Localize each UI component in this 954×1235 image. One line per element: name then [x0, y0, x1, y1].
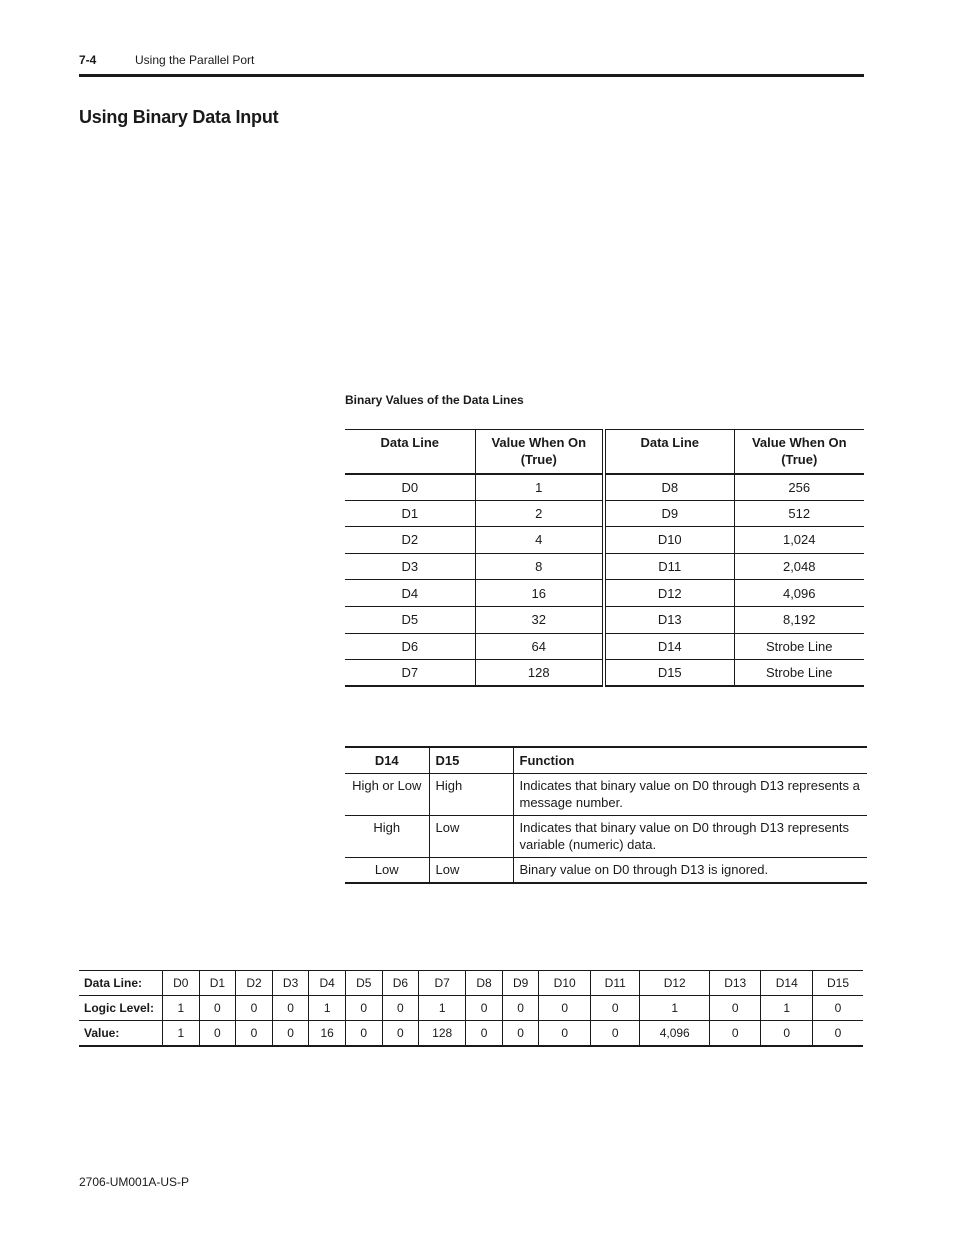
table-cell: 4 — [475, 527, 604, 554]
column-header: Function — [513, 747, 867, 774]
table-cell: 0 — [813, 996, 863, 1021]
table-cell: D12 — [604, 580, 734, 607]
table-cell: D1 — [199, 971, 236, 996]
table-cell: D8 — [604, 474, 734, 501]
row-label: Data Line: — [79, 971, 163, 996]
table-cell: 8,192 — [734, 606, 864, 633]
table-cell: 0 — [236, 1021, 273, 1047]
table-row — [345, 633, 864, 660]
table-cell: 256 — [734, 474, 864, 501]
table-cell: D6 — [345, 633, 475, 660]
table-cell: 0 — [382, 1021, 419, 1047]
table-cell: Low — [429, 858, 513, 884]
table-cell: 1,024 — [734, 527, 864, 554]
table-cell: D9 — [502, 971, 539, 996]
table-cell: 0 — [502, 1021, 539, 1047]
column-header: Data Line — [604, 430, 734, 474]
table-cell: D12 — [640, 971, 709, 996]
table-cell: D1 — [345, 500, 475, 527]
table-row — [345, 816, 867, 858]
table-cell: 16 — [475, 580, 604, 607]
table-cell: D6 — [382, 971, 419, 996]
table-cell: 1 — [761, 996, 813, 1021]
table-cell: 0 — [345, 996, 382, 1021]
table-cell: Binary value on D0 through D13 is ignored. — [513, 858, 867, 884]
table-row — [345, 553, 864, 580]
table-cell: 2 — [475, 500, 604, 527]
column-header: D15 — [429, 747, 513, 774]
table-cell: 0 — [272, 996, 309, 1021]
table-cell: Low — [429, 816, 513, 858]
table-cell: D5 — [345, 971, 382, 996]
table-row — [345, 606, 864, 633]
column-header: Value When On (True) — [475, 430, 604, 474]
column-header: D14 — [345, 747, 429, 774]
page-number: 7-4 — [79, 53, 97, 67]
table-cell: D3 — [345, 553, 475, 580]
table-cell: 0 — [466, 996, 503, 1021]
table-cell: 1 — [475, 474, 604, 501]
table-cell: D14 — [761, 971, 813, 996]
table-cell: 0 — [382, 996, 419, 1021]
table-cell: Indicates that binary value on D0 through D13 represents variable (numeric) data. — [513, 816, 867, 858]
table-cell: 0 — [761, 1021, 813, 1047]
table-cell: 4,096 — [734, 580, 864, 607]
table-cell: D10 — [539, 971, 591, 996]
table-cell: High — [345, 816, 429, 858]
table-row — [345, 580, 864, 607]
table-cell: 0 — [272, 1021, 309, 1047]
example-table — [79, 970, 863, 1047]
column-header: Data Line — [345, 430, 475, 474]
table-cell: D11 — [590, 971, 640, 996]
table-cell: D4 — [345, 580, 475, 607]
table-cell: 8 — [475, 553, 604, 580]
table-cell: 128 — [419, 1021, 466, 1047]
binary-values-table — [345, 429, 864, 687]
table-row — [345, 527, 864, 554]
table-cell: 0 — [539, 1021, 591, 1047]
table-cell: 0 — [709, 996, 761, 1021]
table-cell: D15 — [604, 660, 734, 687]
table-row — [345, 858, 867, 884]
table-cell: Strobe Line — [734, 633, 864, 660]
table-cell: Strobe Line — [734, 660, 864, 687]
table-cell: D2 — [345, 527, 475, 554]
table-cell: 0 — [345, 1021, 382, 1047]
table-row — [345, 500, 864, 527]
table-cell: 0 — [502, 996, 539, 1021]
table-cell: Low — [345, 858, 429, 884]
table-cell: 0 — [236, 996, 273, 1021]
table-cell: 2,048 — [734, 553, 864, 580]
table-header-row — [345, 430, 864, 474]
table-cell: D7 — [419, 971, 466, 996]
table-cell: D8 — [466, 971, 503, 996]
table-cell: 32 — [475, 606, 604, 633]
table-caption: Binary Values of the Data Lines — [345, 393, 524, 407]
table-cell: 0 — [590, 996, 640, 1021]
table-cell: 1 — [163, 1021, 200, 1047]
table-cell: D14 — [604, 633, 734, 660]
table-row — [79, 971, 863, 996]
table-cell: Indicates that binary value on D0 through D13 represents a message number. — [513, 774, 867, 816]
chapter-title: Using the Parallel Port — [135, 53, 255, 67]
table-cell: 16 — [309, 1021, 346, 1047]
table-cell: 0 — [539, 996, 591, 1021]
row-label: Logic Level: — [79, 996, 163, 1021]
table-cell: D4 — [309, 971, 346, 996]
table-cell: 128 — [475, 660, 604, 687]
table-cell: 64 — [475, 633, 604, 660]
table-row — [79, 1021, 863, 1047]
row-label: Value: — [79, 1021, 163, 1047]
table-cell: 0 — [709, 1021, 761, 1047]
table-header-row — [345, 747, 867, 774]
column-header: Value When On (True) — [734, 430, 864, 474]
table-cell: D10 — [604, 527, 734, 554]
table-cell: D13 — [604, 606, 734, 633]
table-row — [345, 660, 864, 687]
table-cell: 4,096 — [640, 1021, 709, 1047]
table-cell: D7 — [345, 660, 475, 687]
table-cell: 0 — [590, 1021, 640, 1047]
table-row — [345, 774, 867, 816]
table-row — [345, 474, 864, 501]
table-cell: 1 — [163, 996, 200, 1021]
table-cell: 0 — [813, 1021, 863, 1047]
document-id: 2706-UM001A-US-P — [79, 1175, 190, 1189]
table-cell: D3 — [272, 971, 309, 996]
table-cell: 0 — [199, 1021, 236, 1047]
table-cell: D15 — [813, 971, 863, 996]
table-cell: 1 — [419, 996, 466, 1021]
table-cell: 1 — [640, 996, 709, 1021]
table-cell: High or Low — [345, 774, 429, 816]
table-cell: 0 — [199, 996, 236, 1021]
table-cell: 0 — [466, 1021, 503, 1047]
table-cell: 512 — [734, 500, 864, 527]
table-row — [79, 996, 863, 1021]
table-cell: D11 — [604, 553, 734, 580]
function-table — [345, 746, 867, 884]
table-cell: D5 — [345, 606, 475, 633]
table-cell: D9 — [604, 500, 734, 527]
header-rule — [79, 74, 864, 77]
table-cell: High — [429, 774, 513, 816]
table-cell: D2 — [236, 971, 273, 996]
table-cell: 1 — [309, 996, 346, 1021]
table-cell: D0 — [345, 474, 475, 501]
table-cell: D0 — [163, 971, 200, 996]
section-title: Using Binary Data Input — [79, 107, 279, 127]
table-cell: D13 — [709, 971, 761, 996]
